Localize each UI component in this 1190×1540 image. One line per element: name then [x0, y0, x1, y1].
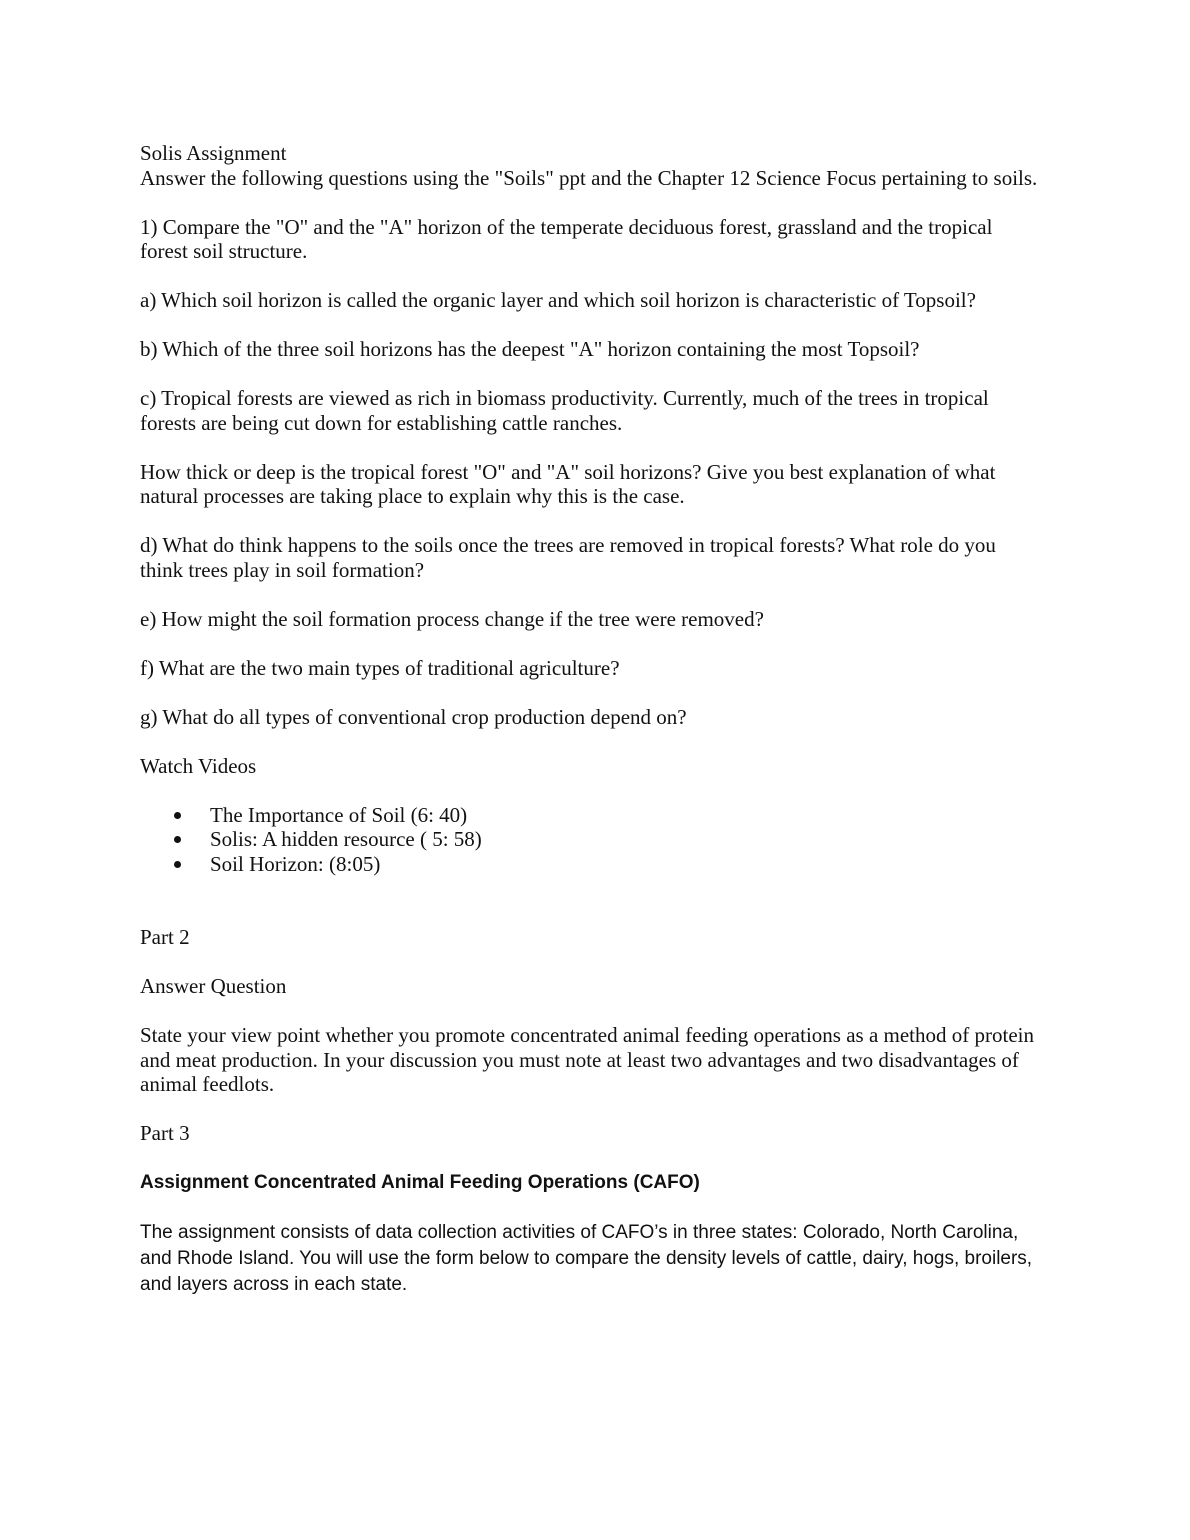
question-b: b) Which of the three soil horizons has the deepest "A" horizon containing the most Topsoil?: [140, 337, 920, 361]
question-e: e) How might the soil formation process change if the tree were removed?: [140, 606, 764, 631]
document-page: [140, 141, 1040, 1298]
video-item: Soil Horizon: (8:05): [140, 852, 1040, 877]
video-list: [140, 803, 1040, 877]
videos-heading: Watch Videos: [140, 753, 257, 778]
question-c: c) Tropical forests are viewed as rich in biomass productivity. Currently, much of the trees in tropical forests are being cut down for establishing cattle ranches.: [140, 386, 989, 435]
part-2-prompt: State your view point whether you promote concentrated animal feeding operations as a method of protein and meat production. In your discussion you must note at least two advantages and two disadvantages of animal feedlots.: [140, 1023, 1034, 1096]
part-2-heading: Part 2: [140, 925, 190, 949]
question-c-followup: How thick or deep is the tropical forest "O" and "A" soil horizons? Give you best explanation of what natural processes are taking place to explain why this is the case.: [140, 459, 996, 508]
question-g: g) What do all types of conventional crop production depend on?: [140, 704, 687, 729]
intro-paragraph: Answer the following questions using the "Soils" ppt and the Chapter 12 Science Focus pertaining to soils.: [140, 165, 1038, 190]
question-f: f) What are the two main types of traditional agriculture?: [140, 655, 620, 680]
answer-question-heading: Answer Question: [140, 974, 287, 998]
cafo-assignment-heading: Assignment Concentrated Animal Feeding Operations (CAFO): [140, 1171, 700, 1193]
question-a: a) Which soil horizon is called the organic layer and which soil horizon is characteristic of Topsoil?: [140, 288, 976, 312]
document-title: Solis Assignment: [140, 141, 287, 165]
cafo-assignment-description: The assignment consists of data collection activities of CAFO’s in three states: Colorado, North Carolina, and Rhode Island. You will use the form below to compare the density levels of cattle, dairy, hogs, broilers, and layers across in each state.: [140, 1221, 1033, 1295]
video-item: The Importance of Soil (6: 40): [140, 803, 1040, 828]
question-d: d) What do think happens to the soils once the trees are removed in tropical forests? What role do you think trees play in soil formation?: [140, 533, 996, 582]
video-item: Solis: A hidden resource ( 5: 58): [140, 827, 1040, 852]
question-1: 1) Compare the "O" and the "A" horizon of the temperate deciduous forest, grassland and the tropical forest soil structure.: [140, 214, 993, 263]
part-3-heading: Part 3: [140, 1121, 190, 1145]
